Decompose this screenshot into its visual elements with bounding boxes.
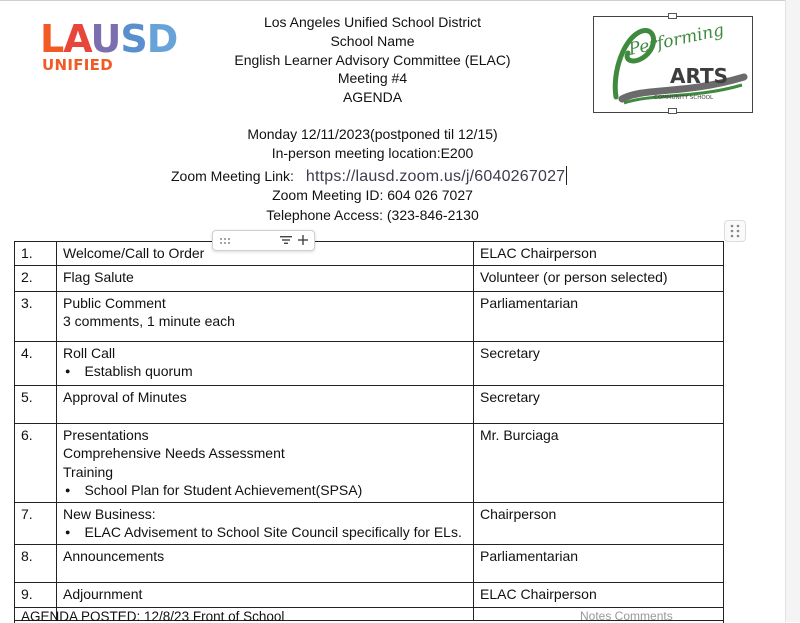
table-row: [15, 544, 724, 582]
agenda-title: AGENDA: [342, 89, 403, 106]
logo-word-performing: Performing: [626, 20, 726, 60]
item-cell[interactable]: [57, 341, 474, 385]
item-bullet: ● School Plan for Student Achievement(SPSA): [63, 481, 467, 500]
table-row: [15, 341, 724, 385]
item-number: 7.: [15, 502, 57, 544]
item-bullet: ● Establish quorum: [63, 362, 467, 381]
sort-icon[interactable]: [280, 235, 292, 247]
item-detail: 3 comments, 1 minute each: [63, 313, 235, 329]
item-title: Public Comment: [63, 294, 166, 311]
meeting-number: Meeting #4: [337, 70, 408, 87]
item-role[interactable]: Mr. Burciaga: [474, 423, 724, 502]
table-row: [15, 242, 724, 266]
item-role[interactable]: Secretary: [474, 385, 724, 423]
drag-handle-icon[interactable]: [219, 235, 233, 247]
item-bullet: ● ELAC Advisement to School Site Council specifically for ELs.: [63, 523, 467, 542]
drag-handle-icon[interactable]: [724, 220, 746, 242]
table-row: [15, 385, 724, 423]
logo-word-arts: ARTS: [670, 64, 729, 88]
item-role[interactable]: ELAC Chairperson: [474, 242, 724, 266]
bottom-tabs[interactable]: Notes Comments: [580, 609, 673, 623]
item-cell[interactable]: [57, 502, 474, 544]
table-row: [15, 423, 724, 502]
zoom-details: [150, 186, 595, 225]
item-title[interactable]: Announcements: [57, 544, 474, 582]
item-role[interactable]: Parliamentarian: [474, 544, 724, 582]
table-row: [15, 502, 724, 544]
zoom-link-line: [171, 166, 567, 186]
lausd-logo-letters: LAUSD: [40, 17, 178, 61]
item-number: 9.: [15, 582, 57, 620]
item-title[interactable]: Welcome/Call to Order: [57, 242, 474, 266]
item-number: 4.: [15, 341, 57, 385]
item-cell[interactable]: [57, 423, 474, 502]
item-role[interactable]: Parliamentarian: [474, 291, 724, 341]
meeting-info: [150, 125, 595, 163]
zoom-link[interactable]: https://lausd.zoom.us/j/6040267027: [305, 168, 566, 185]
item-title[interactable]: Adjournment: [57, 582, 474, 620]
performing-arts-logo[interactable]: [593, 16, 753, 113]
performing-arts-logo-image: [594, 17, 752, 112]
lausd-logo-subtitle: UNIFIED: [42, 56, 113, 74]
table-row: [15, 291, 724, 341]
item-number: 8.: [15, 544, 57, 582]
item-title[interactable]: Approval of Minutes: [57, 385, 474, 423]
meeting-date: Monday 12/11/2023(postponed til 12/15): [247, 126, 498, 142]
text-cursor: [566, 166, 567, 185]
item-number: 3.: [15, 291, 57, 341]
school-name: School Name: [330, 32, 415, 49]
item-detail: Training: [63, 463, 114, 480]
agenda-posted-note[interactable]: AGENDA POSTED: 12/8/23 Front of School: [14, 607, 724, 623]
item-role[interactable]: Secretary: [474, 341, 724, 385]
table-row: [15, 265, 724, 291]
agenda-table: [14, 241, 724, 621]
item-number: 2.: [15, 265, 57, 291]
item-title: Roll Call: [63, 344, 116, 361]
meeting-location: In-person meeting location:E200: [271, 144, 474, 161]
item-number: 5.: [15, 385, 57, 423]
item-cell[interactable]: [57, 291, 474, 341]
top-divider: [0, 0, 800, 1]
lausd-logo: [40, 17, 215, 80]
add-icon[interactable]: [298, 235, 308, 247]
item-number: 1.: [15, 242, 57, 266]
vertical-scrollbar[interactable]: [785, 0, 800, 622]
document-header: [200, 13, 545, 107]
item-detail: Comprehensive Needs Assessment: [63, 445, 285, 461]
telephone-access: Telephone Access: (323-846-2130: [266, 206, 479, 223]
item-title: New Business:: [63, 505, 156, 522]
item-title[interactable]: Flag Salute: [57, 265, 474, 291]
item-role[interactable]: Chairperson: [474, 502, 724, 544]
image-resize-handle-top[interactable]: [668, 13, 677, 19]
item-number: 6.: [15, 423, 57, 502]
logo-tagline: COMMUNITY SCHOOL: [654, 95, 714, 101]
item-role[interactable]: ELAC Chairperson: [474, 582, 724, 620]
district-name: Los Angeles Unified School District: [263, 14, 482, 30]
item-role[interactable]: Volunteer (or person selected): [474, 265, 724, 291]
zoom-link-label: Zoom Meeting Link:: [171, 168, 294, 184]
zoom-meeting-id: Zoom Meeting ID: 604 026 7027: [272, 187, 473, 203]
committee-name: English Learner Advisory Committee (ELAC): [234, 51, 511, 68]
item-title: Presentations: [63, 426, 149, 443]
image-resize-handle-bottom[interactable]: [668, 108, 677, 114]
table-row-toolbar[interactable]: [212, 230, 315, 251]
